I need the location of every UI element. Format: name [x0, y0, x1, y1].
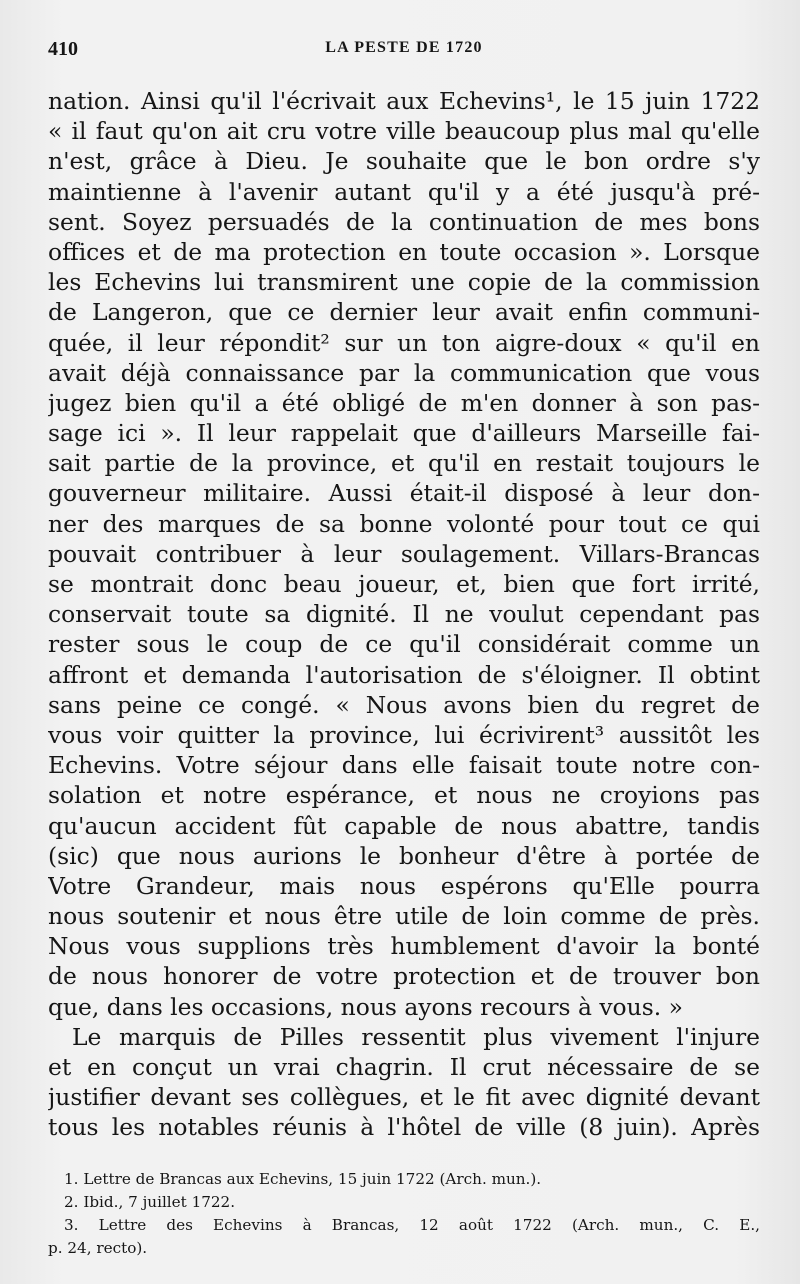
text-line: sage ici ». Il leur rappelait que d'ailleurs Marseille fai-: [48, 419, 760, 448]
text-line: avait déjà connaissance par la communication que vous: [48, 358, 760, 387]
text-line: « il faut qu'on ait cru votre ville beaucoup plus mal qu'elle: [48, 117, 760, 146]
footnote-3: 3. Lettre des Echevins à Brancas, 12 août 1722 (Arch. mun., C. E.,: [64, 1216, 760, 1234]
text-line: les Echevins lui transmirent une copie de la commission: [48, 268, 760, 297]
text-line: n'est, grâce à Dieu. Je souhaite que le bon ordre s'y: [48, 147, 760, 176]
text-line: tous les notables réunis à l'hôtel de ville (8 juin). Après: [48, 1113, 760, 1142]
text-line: pouvait contribuer à leur soulagement. Villars-Brancas: [48, 539, 760, 568]
text-line: Votre Grandeur, mais nous espérons qu'Elle pourra: [48, 871, 760, 900]
text-line: que, dans les occasions, nous ayons recours à vous. »: [48, 992, 683, 1021]
text-line: sans peine ce congé. « Nous avons bien du regret de: [48, 690, 760, 719]
text-line: et en conçut un vrai chagrin. Il crut nécessaire de se: [48, 1053, 760, 1081]
text-line: de nous honorer de votre protection et de trouver bon: [48, 962, 760, 991]
text-line: sent. Soyez persuadés de la continuation de mes bons: [48, 207, 760, 236]
text-line: solation et notre espérance, et nous ne croyions pas: [48, 781, 760, 810]
footnote-3-continuation: p. 24, recto).: [48, 1239, 148, 1257]
text-line: de Langeron, que ce dernier leur avait enfin communi-: [48, 298, 760, 327]
text-line: nation. Ainsi qu'il l'écrivait aux Echevins¹, le 15 juin 1722: [48, 87, 760, 115]
text-line: sait partie de la province, et qu'il en restait toujours le: [48, 449, 760, 478]
footnote-2: 2. Ibid., 7 juillet 1722.: [64, 1193, 236, 1211]
text-line: (sic) que nous aurions le bonheur d'être à portée de: [48, 841, 760, 870]
text-line: se montrait donc beau joueur, et, bien que fort irrité,: [48, 570, 760, 598]
text-line: rester sous le coup de ce qu'il considérait comme un: [48, 630, 760, 659]
text-line: ner des marques de sa bonne volonté pour tout ce qui: [48, 509, 760, 538]
text-line: affront et demanda l'autorisation de s'éloigner. Il obtint: [48, 660, 760, 689]
text-line: offices et de ma protection en toute occasion ». Lorsque: [48, 237, 760, 266]
page-number: 410: [48, 38, 78, 60]
text-line: maintienne à l'avenir autant qu'il y a été jusqu'à pré-: [48, 177, 760, 206]
text-line: nous soutenir et nous être utile de loin comme de près.: [48, 902, 760, 931]
footnotes: [48, 1168, 760, 1260]
page-header: [48, 38, 760, 64]
text-line: vous voir quitter la province, lui écrivirent³ aussitôt les: [48, 720, 760, 749]
text-line: justifier devant ses collègues, et le fit avec dignité devant: [48, 1083, 760, 1112]
text-line: quée, il leur répondit² sur un ton aigre-doux « qu'il en: [48, 328, 760, 357]
text-line: Le marquis de Pilles ressentit plus vivement l'injure: [72, 1022, 760, 1051]
running-title: LA PESTE DE 1720: [325, 39, 483, 56]
text-line: Echevins. Votre séjour dans elle faisait toute notre con-: [48, 751, 760, 780]
text-line: conservait toute sa dignité. Il ne voulut cependant pas: [48, 600, 760, 629]
text-line: gouverneur militaire. Aussi était-il disposé à leur don-: [48, 479, 760, 508]
text-line: qu'aucun accident fût capable de nous abattre, tandis: [48, 811, 760, 840]
footnote-1: 1. Lettre de Brancas aux Echevins, 15 juin 1722 (Arch. mun.).: [64, 1170, 542, 1188]
text-line: jugez bien qu'il a été obligé de m'en donner à son pas-: [48, 388, 760, 417]
body-text: [48, 86, 760, 1143]
text-line: Nous vous supplions très humblement d'avoir la bonté: [48, 932, 760, 961]
